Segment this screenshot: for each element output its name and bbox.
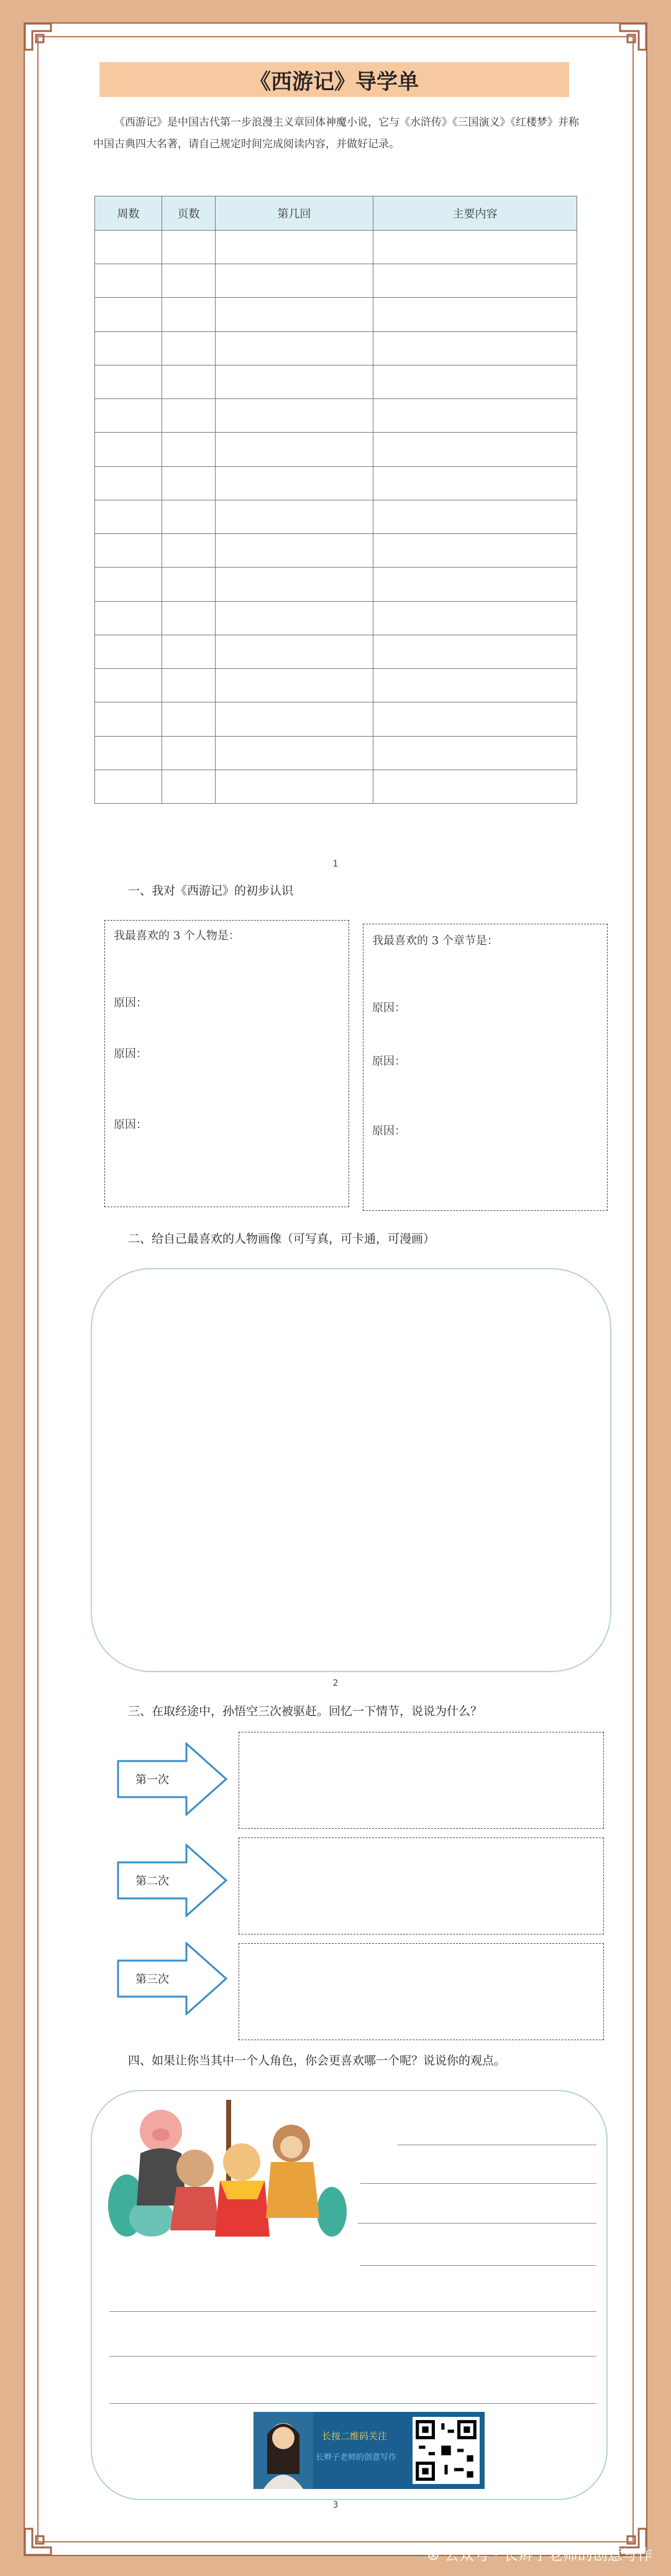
table-cell[interactable]	[373, 264, 577, 298]
page-number-3: 3	[332, 2500, 339, 2510]
qr-promo-banner[interactable]	[253, 2412, 485, 2489]
answer-line[interactable]	[109, 2356, 596, 2357]
answer-line[interactable]	[360, 2265, 596, 2266]
table-cell[interactable]	[216, 365, 373, 398]
table-row	[95, 500, 577, 533]
table-row	[95, 702, 577, 736]
table-row	[95, 601, 577, 635]
section-2-heading: 二、给自己最喜欢的人物画像（可写真，可卡通，可漫画）	[128, 1232, 436, 1246]
table-cell[interactable]	[162, 433, 216, 466]
chapter-reason-2: 原因：	[372, 1055, 406, 1068]
table-row	[95, 770, 577, 803]
table-cell[interactable]	[95, 466, 162, 500]
section-4-heading: 四、如果让你当其中一个人角色，你会更喜欢哪一个呢？说说你的观点。	[128, 2054, 506, 2068]
table-cell[interactable]	[373, 534, 577, 568]
column-header-pages: 页数	[162, 196, 216, 231]
table-cell[interactable]	[373, 601, 577, 635]
reading-log-table	[94, 196, 577, 804]
favorite-chapters-box[interactable]	[363, 924, 608, 1211]
watermark-text: 公众号 · 长辫子老师的创意写作	[444, 2546, 652, 2564]
table-cell[interactable]	[373, 433, 577, 466]
table-cell[interactable]	[95, 331, 162, 365]
table-cell[interactable]	[95, 365, 162, 398]
table-cell[interactable]	[373, 770, 577, 803]
table-cell[interactable]	[95, 264, 162, 298]
character-reason-2: 原因：	[114, 1047, 147, 1060]
table-cell[interactable]	[162, 231, 216, 264]
right-arrow-icon	[117, 1942, 229, 2015]
table-row	[95, 365, 577, 398]
table-cell[interactable]	[216, 433, 373, 466]
table-row	[95, 298, 577, 331]
table-cell[interactable]	[216, 568, 373, 601]
arrow-first-time	[117, 1742, 229, 1816]
column-header-main-content: 主要内容	[373, 196, 577, 231]
table-cell[interactable]	[216, 231, 373, 264]
table-cell[interactable]	[373, 231, 577, 264]
favorite-chapters-title: 我最喜欢的 3 个章节是：	[372, 934, 498, 947]
favorite-characters-title: 我最喜欢的 3 个人物是：	[114, 929, 240, 942]
table-cell[interactable]	[373, 298, 577, 331]
table-row	[95, 669, 577, 702]
table-cell[interactable]	[162, 466, 216, 500]
table-cell[interactable]	[162, 365, 216, 398]
table-row	[95, 433, 577, 466]
table-cell[interactable]	[216, 534, 373, 568]
table-cell[interactable]	[216, 331, 373, 365]
table-cell[interactable]	[216, 635, 373, 668]
second-expulsion-answer-box[interactable]	[239, 1838, 604, 1934]
table-cell[interactable]	[162, 669, 216, 702]
table-cell[interactable]	[95, 534, 162, 568]
table-cell[interactable]	[95, 736, 162, 770]
table-cell[interactable]	[216, 601, 373, 635]
table-cell[interactable]	[95, 702, 162, 736]
table-row	[95, 331, 577, 365]
table-cell[interactable]	[162, 702, 216, 736]
table-cell[interactable]	[216, 466, 373, 500]
teacher-photo	[253, 2412, 313, 2489]
table-cell[interactable]	[162, 568, 216, 601]
table-cell[interactable]	[216, 702, 373, 736]
arrow-first-label: 第一次	[135, 1773, 169, 1787]
qr-code-icon[interactable]	[413, 2417, 480, 2484]
arrow-third-time	[117, 1942, 229, 2015]
table-cell[interactable]	[162, 534, 216, 568]
arrow-second-label: 第二次	[135, 1875, 169, 1888]
table-cell[interactable]	[162, 331, 216, 365]
intro-paragraph: 《西游记》是中国古代第一步浪漫主义章回体神魔小说，它与《水浒传》《三国演义》《红楼梦》并称中国古典四大名著，请自己规定时间完成阅读内容，并做好记录。	[93, 116, 579, 150]
table-cell[interactable]	[216, 669, 373, 702]
table-cell[interactable]	[373, 568, 577, 601]
table-cell[interactable]	[95, 635, 162, 668]
answer-line[interactable]	[358, 2223, 596, 2224]
table-cell[interactable]	[216, 770, 373, 803]
promo-line-1: 长按二维码关注	[322, 2431, 388, 2442]
corner-ornament-top-right	[610, 22, 647, 60]
table-cell[interactable]	[216, 399, 373, 433]
promo-line-2: 长辫子老师的创意写作	[316, 2453, 397, 2462]
third-expulsion-answer-box[interactable]	[239, 1943, 604, 2040]
table-cell[interactable]	[95, 231, 162, 264]
chapter-reason-3: 原因：	[372, 1125, 406, 1138]
table-row	[95, 635, 577, 668]
table-cell[interactable]	[373, 466, 577, 500]
table-cell[interactable]	[95, 298, 162, 331]
arrow-third-label: 第三次	[135, 1973, 169, 1986]
table-body	[95, 231, 577, 804]
table-cell[interactable]	[162, 770, 216, 803]
column-header-chapter: 第几回	[216, 196, 373, 231]
table-cell[interactable]	[216, 298, 373, 331]
table-cell[interactable]	[162, 500, 216, 533]
page-title: 《西游记》导学单	[99, 62, 569, 97]
column-header-week: 周数	[95, 196, 162, 231]
table-cell[interactable]	[373, 399, 577, 433]
character-reason-1: 原因：	[114, 996, 147, 1010]
character-reason-3: 原因：	[114, 1118, 147, 1131]
table-cell[interactable]	[373, 669, 577, 702]
table-cell[interactable]	[216, 500, 373, 533]
wechat-watermark	[427, 2542, 652, 2564]
table-cell[interactable]	[373, 702, 577, 736]
right-arrow-icon	[117, 1742, 229, 1816]
answer-line[interactable]	[109, 2311, 596, 2312]
section-3-heading: 三、在取经途中，孙悟空三次被驱赶。回忆一下情节，说说为什么？	[128, 1704, 483, 1718]
portrait-drawing-area[interactable]	[91, 1268, 611, 1672]
table-cell[interactable]	[162, 264, 216, 298]
table-row	[95, 231, 577, 264]
table-header-row	[95, 196, 577, 231]
table-cell[interactable]	[95, 399, 162, 433]
table-row	[95, 399, 577, 433]
corner-ornament-bottom-left	[24, 2519, 61, 2556]
table-cell[interactable]	[373, 736, 577, 770]
first-expulsion-answer-box[interactable]	[239, 1732, 604, 1829]
table-cell[interactable]	[216, 264, 373, 298]
arrow-second-time	[117, 1844, 229, 1917]
table-cell[interactable]	[162, 635, 216, 668]
section-1-heading: 一、我对《西游记》的初步认识	[128, 884, 294, 898]
table-cell[interactable]	[95, 601, 162, 635]
table-cell[interactable]	[95, 669, 162, 702]
journey-west-characters-illustration	[102, 2094, 350, 2249]
table-row	[95, 466, 577, 500]
page-number-1: 1	[332, 859, 339, 869]
table-cell[interactable]	[95, 568, 162, 601]
page-number-2: 2	[332, 1678, 339, 1688]
table-row	[95, 736, 577, 770]
answer-line[interactable]	[109, 2403, 596, 2404]
wechat-icon: ⊛	[427, 2546, 445, 2564]
answer-line[interactable]	[360, 2183, 596, 2184]
table-cell[interactable]	[216, 736, 373, 770]
table-row	[95, 534, 577, 568]
table-cell[interactable]	[95, 433, 162, 466]
table-row	[95, 568, 577, 601]
table-cell[interactable]	[373, 635, 577, 668]
table-cell[interactable]	[162, 298, 216, 331]
table-cell[interactable]	[373, 331, 577, 365]
corner-ornament-top-left	[24, 22, 61, 60]
table-cell[interactable]	[95, 500, 162, 533]
table-cell[interactable]	[162, 601, 216, 635]
table-row	[95, 264, 577, 298]
table-cell[interactable]	[162, 736, 216, 770]
chapter-reason-1: 原因：	[372, 1001, 406, 1014]
table-cell[interactable]	[373, 500, 577, 533]
right-arrow-icon	[117, 1844, 229, 1917]
table-cell[interactable]	[95, 770, 162, 803]
favorite-characters-box[interactable]	[104, 920, 349, 1207]
table-cell[interactable]	[373, 365, 577, 398]
table-cell[interactable]	[162, 399, 216, 433]
